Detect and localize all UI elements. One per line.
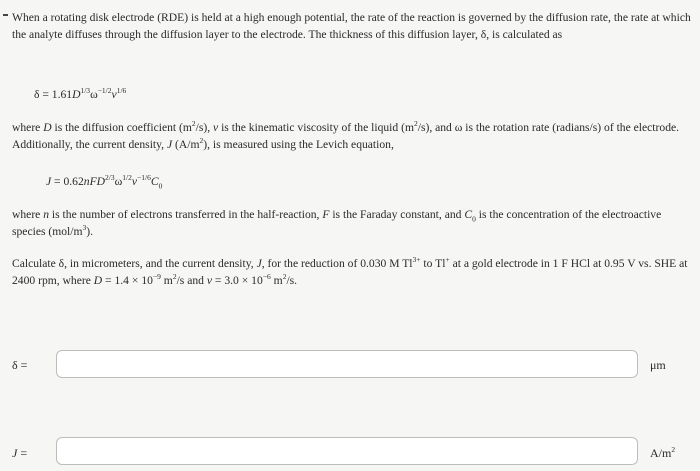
definitions-paragraph: where D is the diffusion coefficient $(m^2/s)$, ν is the kinematic viscosity of the liquid $(m^2/s)$, and ω is the rotation rate (radians/s) of the electrode. Additionally, the current density, J $(A/m^2)$, is measured using the Levich equation, (12, 119, 680, 151)
bullet-dash (3, 14, 8, 16)
delta-input[interactable] (56, 350, 638, 378)
diffusion-layer-equation: $\delta = 1.61D^{1/3}\omega^{-1/2}\nu^{1/6}$ (34, 86, 127, 101)
calculation-paragraph: Calculate δ, in micrometers, and the current density, J, for the reduction of 0.030 M $Tl^{3+}$ to Tl+ at a gold electrode in 1 F HCl at 0.95 V vs. SHE at 2400 rpm, where $D = 1.4 \times 10^{-9}$ $m^2/s$ and $\nu = 3.0 \times 10^{-6}$ $m^2/s$. (12, 255, 688, 287)
intro-paragraph: When a rotating disk electrode (RDE) is held at a high enough potential, the rate of the reaction is governed by the diffusion rate, the rate at which the analyte diffuses through the diffusion layer to the electrode. The thickness of this diffusion layer, δ, is calculated as (12, 11, 691, 41)
delta-unit: μm (650, 358, 666, 372)
current-density-unit: $A/m^2$ (650, 445, 676, 460)
levich-definitions-paragraph: where n is the number of electrons transferred in the half-reaction, F is the Faraday constant, and $C_0$ is the concentration of the electroactive species $(mol/m^3)$. (12, 208, 662, 238)
current-density-input[interactable] (56, 437, 638, 465)
levich-equation: $J = 0.62nFD^{2/3}\omega^{1/2}\nu^{-1/6}C_0$ (46, 173, 163, 191)
current-density-label: J = (12, 446, 28, 460)
delta-label: δ = (12, 358, 28, 372)
